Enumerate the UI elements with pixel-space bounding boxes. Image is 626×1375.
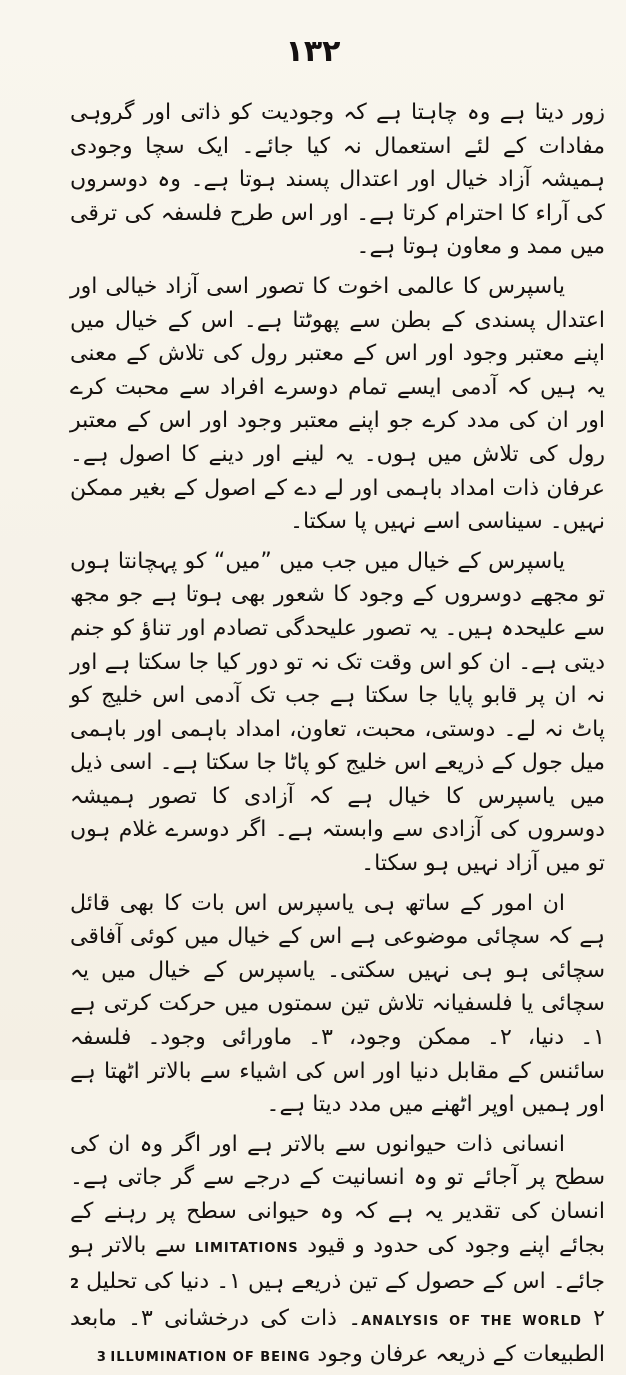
paragraph-3: یاسپرس کے خیال میں جب میں ”میں“ کو پہچانتا ہوں تو مجھے دوسروں کے وجود کا شعور بھی ہوتا ہے جو مجھ سے علیحدہ ہیں۔ یہ تصور علیحدگی تصادم اور تناؤ کو جنم دیتی ہے۔ ان کو اس وقت تک نہ تو دور کیا جا سکتا ہے اور نہ ان پر قابو پایا جا سکتا ہے جب تک آدمی اس خلیج کو پاٹ نہ لے۔ دوستی، محبت، تعاون، امداد باہمی اور باہمی میل جول کے ذریعے اس خلیج کو پاٹا جا سکتا ہے۔ اسی ذیل میں یاسپرس کا خیال ہے کہ آزادی کا تصور ہمیشہ دوسروں کی آزادی سے وابستہ ہے۔ اگر دوسرے غلام ہوں تو میں آزاد نہیں ہو سکتا۔ (70, 548, 605, 877)
paragraph-1: زور دیتا ہے وہ چاہتا ہے کہ وجودیت کو ذاتی اور گروہی مفادات کے لئے استعمال نہ کیا جائے۔ ایک سچا وجودی ہمیشہ آزاد خیال اور اعتدال پسند ہوتا ہے۔ وہ دوسروں کی آراء کا احترام کرتا ہے۔ اور اس طرح فلسفہ کی ترقی میں ممد و معاون ہوتا ہے۔ (70, 100, 605, 260)
paragraph-5-continued: سے بالاتر ہو جائے۔ اس کے حصول کے تین ذریعے ہیں ۱۔ دنیا کی تحلیل (70, 1232, 605, 1295)
paragraph-5 (70, 1128, 605, 1375)
term-limitations: LIMITATIONS (194, 1240, 299, 1256)
term-illumination-of-being: 3 ILLUMINATION OF BEING (96, 1350, 311, 1366)
paragraph-5-text: انسانی ذات حیوانوں سے بالاتر ہے اور اگر وہ ان کی سطح پر آجائے تو وہ انسانیت کے درجے سے گر جاتی ہے۔ انسان کی تقدیر یہ ہے کہ وہ حیوانی سطح پر رہنے کے بجائے اپنے وجود کی حدود و قیود (70, 1131, 605, 1258)
paragraph-4: ان امور کے ساتھ ہی یاسپرس اس بات کا بھی قائل ہے کہ سچائی موضوعی ہے اس کے خیال میں کوئی آفاقی سچائی ہو ہی نہیں سکتی۔ یاسپرس کے خیال میں یہ سچائی یا فلسفیانہ تلاش تین سمتوں میں حرکت کرتی ہے ۱۔ دنیا، ۲۔ ممکن وجود، ۳۔ ماورائی وجود۔ فلسفہ سائنس کے مقابل دنیا اور اس کی اشیاء سے بالاتر اٹھتا ہے اور ہمیں اوپر اٹھنے میں مدد دیتا ہے۔ (70, 890, 605, 1118)
body-text (70, 96, 605, 1368)
paragraph-2: یاسپرس کا عالمی اخوت کا تصور اسی آزاد خیالی اور اعتدال پسندی کے بطن سے پھوٹتا ہے۔ اس کے خیال میں اپنے معتبر وجود اور اس کے معتبر رول کی تلاش کے معنی یہ ہیں کہ آدمی ایسے تمام دوسرے افراد سے محبت کرے اور ان کی مدد کرے جو اپنے معتبر وجود اور اس کے معتبر رول کی تلاش میں ہوں۔ یہ لینے اور دینے کا اصول ہے۔ عرفان ذات امداد باہمی اور لے دے کے اصول کے بغیر ممکن نہیں۔ سیناسی اسے نہیں پا سکتا۔ (70, 273, 605, 535)
paragraph-5-end: ۲۔ ذات کی درخشانی ۳۔ مابعد الطبیعات کے ذریعہ عرفان وجود (70, 1305, 605, 1368)
term-analysis-of-the-world: 2 ANALYSIS OF THE WORLD (70, 1277, 582, 1329)
page-number: ۱۳۲ (285, 34, 341, 69)
